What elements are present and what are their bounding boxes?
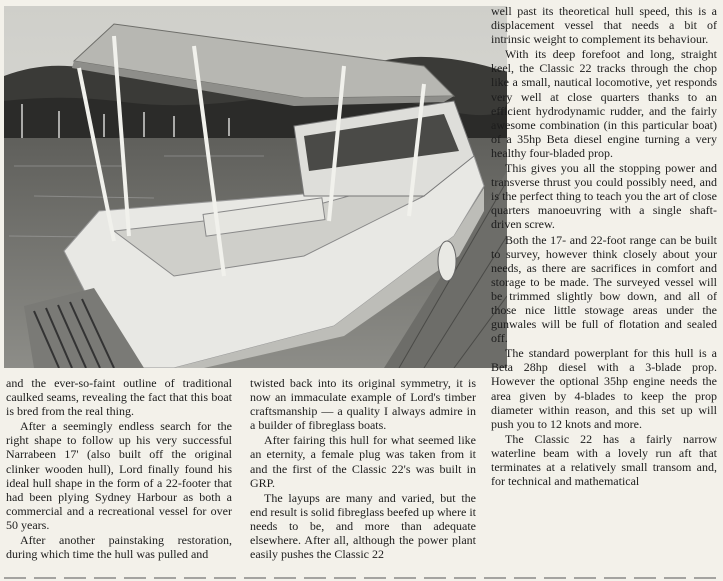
paragraph: The layups are many and varied, but the end result is solid fibreglass beefed up where it needs to be, and more than adequate elsewhere. After all, although the power plant easily pushes the Classic 22 bbox=[250, 490, 476, 562]
boat-photo bbox=[4, 6, 507, 368]
paragraph: After fairing this hull for what seemed like an eternity, a female plug was taken from it and the first of the Classic 22's was built in GRP. bbox=[250, 433, 476, 490]
paragraph: well past its theoretical hull speed, this is a displacement vessel that needs a bit of intrinsic weight to complement its behaviour. bbox=[491, 4, 717, 47]
boat-illustration bbox=[4, 6, 507, 368]
text-column-1 bbox=[6, 376, 232, 561]
paragraph: This gives you all the stopping power and transverse thrust you could possibly need, and is the perfect thing to teach you the art of close quarters manoeuvring with a single shaft-driven screw. bbox=[491, 161, 717, 232]
paragraph: After a seemingly endless search for the right shape to follow up his very successful Narrabeen 17' (also built off the original clinker wooden hull), Lord finally found his ideal hull shape in the form of a 22-footer that had been plying Sydney Harbour as both a commercial and a recreational vessel for over 50 years. bbox=[6, 419, 232, 532]
paragraph: Both the 17- and 22-foot range can be built to survey, however think closely about your needs, as there are sacrifices in comfort and storage to be made. The surveyed vessel will be trimmed slightly bow down, and all of those nice little stowage areas under the gunwales will be full of flotation and sealed off. bbox=[491, 232, 717, 346]
paragraph: and the ever-so-faint outline of traditional caulked seams, revealing the fact that this boat is bred from the real thing. bbox=[6, 376, 232, 419]
paragraph: twisted back into its original symmetry, it is now an immaculate example of Lord's timber craftsmanship — a quality I always admire in a builder of fibreglass boats. bbox=[250, 376, 476, 433]
page-bottom-rule bbox=[4, 577, 719, 579]
text-column-2 bbox=[250, 376, 476, 561]
paragraph: The standard powerplant for this hull is a Beta 28hp diesel with a 3-blade prop. However the optional 35hp engine needs the area given by 4-blades to keep the prop diameter within reason, and this set up will push you to 12 knots and more. bbox=[491, 346, 717, 431]
text-column-3 bbox=[491, 4, 717, 488]
paragraph: After another painstaking restoration, during which time the hull was pulled and bbox=[6, 533, 232, 562]
paragraph: The Classic 22 has a fairly narrow waterline beam with a lovely run aft that terminates at a relatively small transom and, for technical and mathematical bbox=[491, 431, 717, 489]
paragraph: With its deep forefoot and long, straight keel, the Classic 22 tracks through the chop like a small, nautical locomotive, yet responds very well at close quarters thanks to an efficient hydrodynamic rudder, and the fairly awesome combination (in this particular boat) of a 35hp Beta diesel engine turning a very healthy four-bladed prop. bbox=[491, 47, 717, 160]
